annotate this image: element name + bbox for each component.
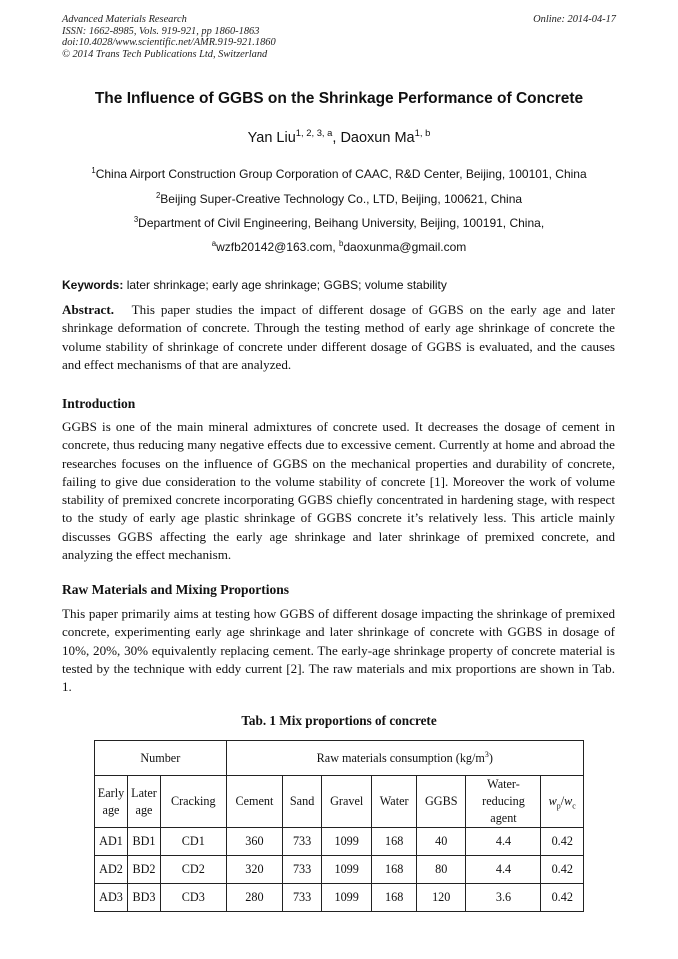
table-caption: Tab. 1 Mix proportions of concrete: [241, 713, 437, 728]
col-header-wp-wc: $w_p/w_c$: [541, 776, 584, 828]
affiliation-marker: 3: [133, 215, 139, 224]
cell-cement: 320: [226, 856, 283, 884]
author-affiliation-marker: 1, 2, 3, a: [295, 127, 333, 139]
cell-gravel: 1099: [321, 884, 371, 912]
introduction-heading: Introduction: [62, 396, 136, 411]
online-date: Online: 2014-04-17: [533, 14, 616, 25]
cell-sand: 733: [283, 828, 322, 856]
email-marker: b: [339, 239, 344, 248]
email-address[interactable]: wzfb20142@163.com: [216, 240, 333, 254]
col-header-gravel: Gravel: [321, 776, 371, 828]
paper-title: The Influence of GGBS on the Shrinkage Performance of Concrete: [94, 90, 584, 107]
email-address[interactable]: daoxunma@gmail.com: [343, 240, 467, 254]
author-affiliation-marker: 1, b: [414, 127, 431, 139]
cell-wp-wc: 0.42: [541, 884, 584, 912]
mix-proportions-table: [94, 740, 584, 912]
cell-cracking: CD3: [161, 884, 227, 912]
cell-ggbs: 120: [416, 884, 466, 912]
cell-later-age: BD1: [128, 828, 161, 856]
email-marker: a: [211, 239, 217, 248]
affiliation-text: China Airport Construction Group Corporation of CAAC, R&D Center, Beijing, 100101, China: [95, 167, 587, 181]
cell-cracking: CD2: [161, 856, 227, 884]
cell-water: 168: [372, 828, 417, 856]
cell-wp-wc: 0.42: [541, 828, 584, 856]
col-header-early-age: Early age: [95, 776, 128, 828]
table-row: [95, 828, 584, 856]
cell-water: 168: [372, 856, 417, 884]
affiliation-text: Beijing Super-Creative Technology Co., LTD, Beijing, 100621, China: [160, 192, 523, 206]
keywords-text: later shrinkage; early age shrinkage; GGBS; volume stability: [126, 278, 447, 292]
cell-ggbs: 80: [416, 856, 466, 884]
cell-cement: 280: [226, 884, 283, 912]
issn-line: ISSN: 1662-8985, Vols. 919-921, pp 1860-1863: [62, 25, 260, 37]
abstract-paragraph: [62, 301, 615, 374]
affiliation-1: [0, 167, 678, 181]
col-header-water-reducing-agent: Water-reducing agent: [466, 776, 541, 828]
cell-water-reducing-agent: 3.6: [466, 884, 541, 912]
cell-water: 168: [372, 884, 417, 912]
affiliation-marker: 1: [91, 166, 96, 175]
cell-cracking: CD1: [161, 828, 227, 856]
col-header-sand: Sand: [283, 776, 322, 828]
author-name: Yan Liu: [247, 130, 296, 146]
cell-later-age: BD2: [128, 856, 161, 884]
keywords-line: [62, 278, 618, 292]
cell-sand: 733: [283, 856, 322, 884]
cell-water-reducing-agent: 4.4: [466, 856, 541, 884]
author-list: Yan Liu$^{1, 2, 3, a}$, Daoxun Ma$^{1, b}$: [247, 127, 431, 146]
keywords-label: Keywords:: [62, 278, 124, 292]
cell-water-reducing-agent: 4.4: [466, 828, 541, 856]
col-header-later-age: Later age: [128, 776, 161, 828]
group-header-number: Number: [95, 741, 227, 776]
journal-header: [62, 14, 618, 60]
abstract-text: This paper studies the impact of different dosage of GGBS on the early age and later shrinkage deformation of concrete. Through the testing method of early age shrinkage of concrete the volume stability of shrinkage of concrete under different dosage of GGBS is evaluated, and the causes and effect mechanisms of that are analyzed.: [62, 302, 615, 372]
affiliation-marker: 2: [155, 191, 161, 200]
introduction-paragraph: GGBS is one of the main mineral admixtures of concrete used. It decreases the dosage of cement in concrete, thus reducing many negative effects due to excessive cement. Currently at home and abroad the researches focuses on the influence of GGBS on the mechanical properties and durability of concrete, failing to give due consideration to the volume stability of concrete [1]. Moreover the work of volume stability of premixed concrete incorporating GGBS chiefly concentrated in hardening stage, with respect to the study of early age plastic shrinkage of GGBS concrete it’s relatively less. This article mainly discusses GGBS affecting the early age shrinkage and later shrinkage of premixed concrete, and analyzing the effect mechanism.: [62, 419, 615, 563]
cell-early-age: AD3: [95, 884, 128, 912]
abstract-label: Abstract.: [62, 302, 114, 317]
cell-sand: 733: [283, 884, 322, 912]
doi-line: doi:10.4028/www.scientific.net/AMR.919-921.1860: [62, 37, 276, 49]
journal-name: Advanced Materials Research: [62, 14, 187, 25]
group-header-raw-materials: Raw materials consumption $(kg/m^3)$: [226, 741, 583, 776]
email-line: $^a$wzfb20142@163.com, $^b$daoxunma@gmail.com: [211, 239, 467, 254]
col-header-cracking: Cracking: [161, 776, 227, 828]
table-row: [95, 884, 584, 912]
table-group-header-row: [95, 741, 584, 776]
affiliation-3: [0, 216, 678, 230]
cell-early-age: AD1: [95, 828, 128, 856]
copyright-line: © 2014 Trans Tech Publications Ltd, Switzerland: [62, 48, 268, 60]
col-header-cement: Cement: [226, 776, 283, 828]
table-row: [95, 856, 584, 884]
cell-early-age: AD2: [95, 856, 128, 884]
raw-materials-heading: Raw Materials and Mixing Proportions: [62, 582, 289, 597]
cell-wp-wc: 0.42: [541, 856, 584, 884]
cell-gravel: 1099: [321, 828, 371, 856]
cell-later-age: BD3: [128, 884, 161, 912]
raw-materials-paragraph: This paper primarily aims at testing how GGBS of different dosage impacting the shrinkage of premixed concrete, experimenting early age shrinkage and later shrinkage of concrete with GGBS in dosage of 10%, 20%, 30% equivalently replacing cement. The early-age shrinkage property of concrete material is tested by the technique with eddy current [2]. The raw materials and mix proportions are shown in Tab. 1.: [62, 606, 615, 695]
cell-ggbs: 40: [416, 828, 466, 856]
col-header-ggbs: GGBS: [416, 776, 466, 828]
affiliation-text: Department of Civil Engineering, Beihang University, Beijing, 100191, China,: [138, 216, 545, 230]
author-name: Daoxun Ma: [340, 130, 415, 146]
affiliation-2: [0, 192, 678, 206]
table-column-header-row: [95, 776, 584, 828]
cell-gravel: 1099: [321, 856, 371, 884]
cell-cement: 360: [226, 828, 283, 856]
col-header-water: Water: [372, 776, 417, 828]
